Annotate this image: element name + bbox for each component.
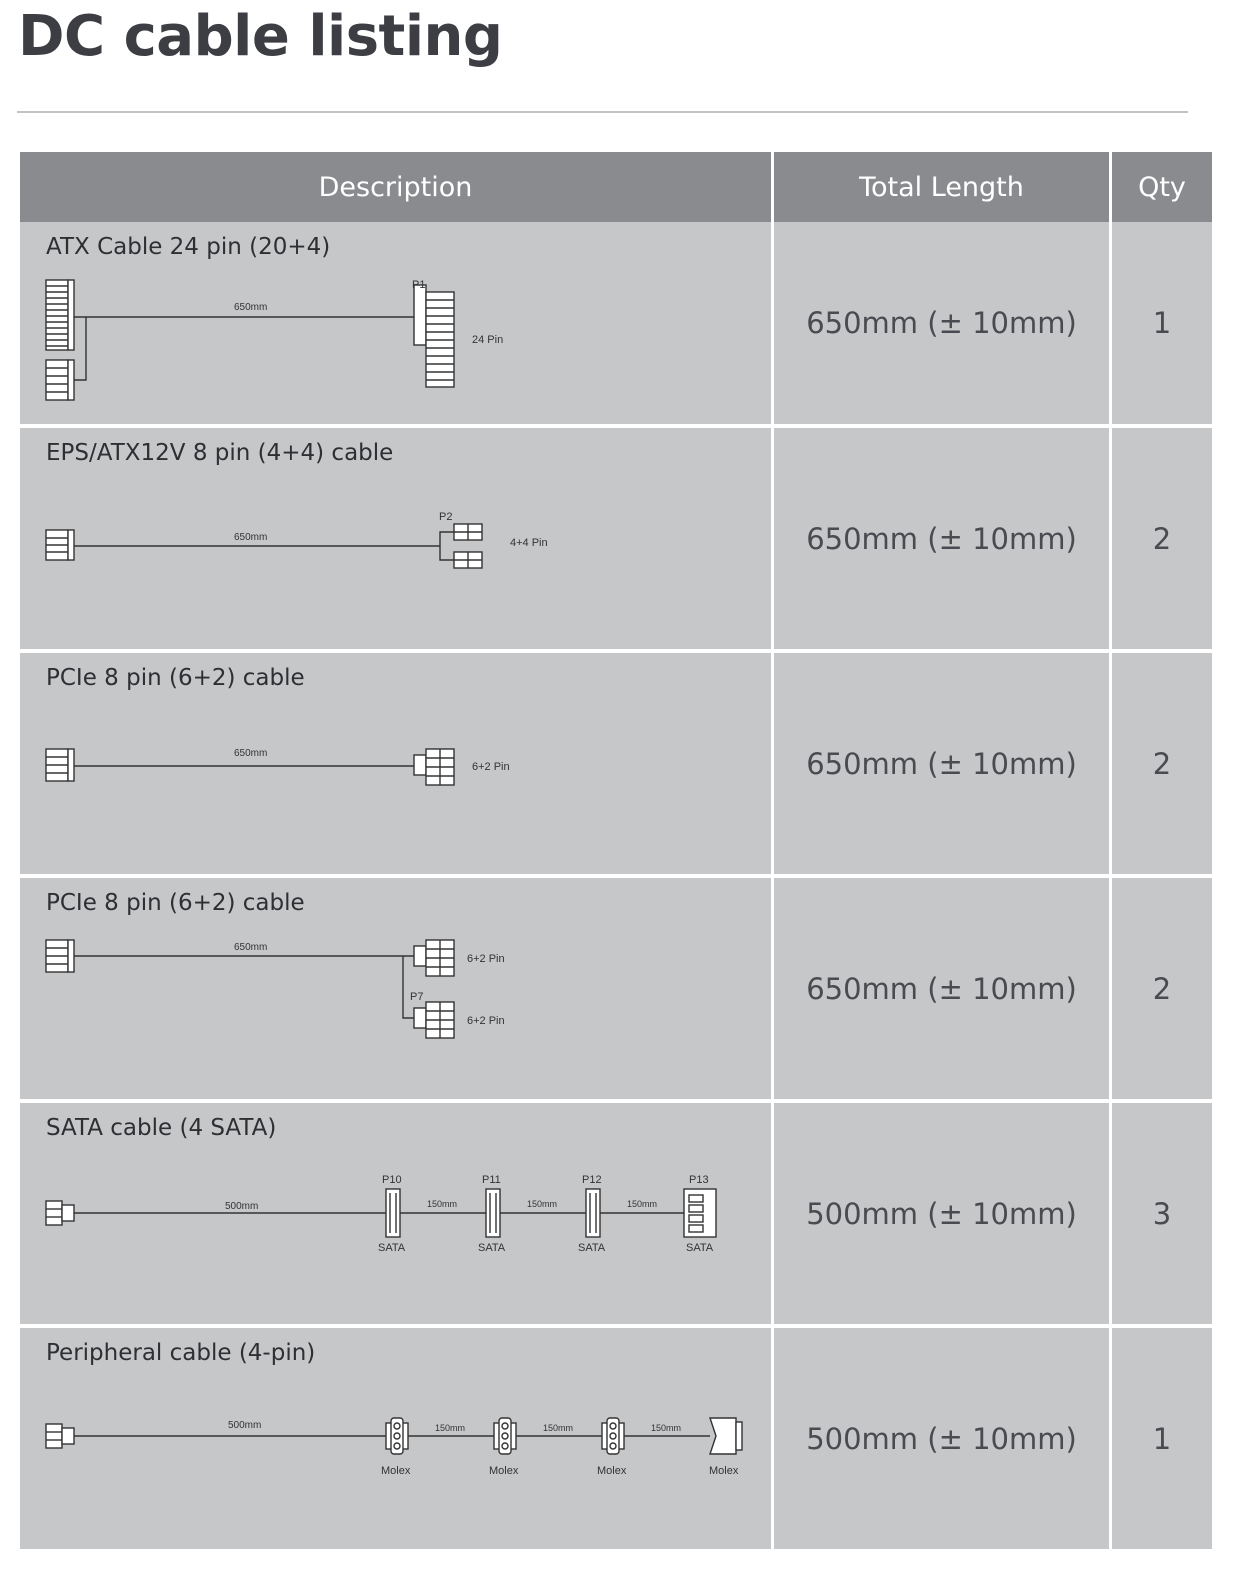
pin-label: 6+2 Pin: [472, 761, 510, 773]
connector-label: P11: [482, 1174, 501, 1186]
sata-label: SATA: [686, 1242, 714, 1254]
total-length-cell: 500mm (± 10mm): [774, 1328, 1109, 1549]
total-length-cell: 500mm (± 10mm): [774, 1103, 1109, 1324]
table-row: [20, 653, 1212, 874]
molex-cable-diagram: [20, 1328, 771, 1549]
cable-name: PCIe 8 pin (6+2) cable: [46, 890, 305, 916]
cable-name: SATA cable (4 SATA): [46, 1115, 277, 1141]
length-label: 650mm: [234, 748, 268, 759]
sata-cable-diagram: [20, 1103, 771, 1324]
qty-cell: 1: [1112, 222, 1212, 424]
pin-label: 24 Pin: [472, 334, 504, 346]
qty-cell: 3: [1112, 1103, 1212, 1324]
description-cell: [20, 1103, 771, 1324]
title-divider: [17, 111, 1188, 113]
length-label: 650mm: [234, 532, 268, 543]
connector-label: P13: [689, 1174, 709, 1186]
table-row: [20, 428, 1212, 649]
segment-label: 150mm: [651, 1423, 682, 1433]
cable-table: [20, 152, 1212, 1477]
pcie-dual-cable-diagram: [20, 878, 771, 1099]
header-description: Description: [20, 152, 771, 222]
sata-label: SATA: [378, 1242, 406, 1254]
connector-label: P7: [410, 991, 424, 1003]
table-row: [20, 878, 1212, 1099]
connector-label: P12: [582, 1174, 602, 1186]
molex-label: Molex: [489, 1465, 519, 1477]
sata-label: SATA: [478, 1242, 506, 1254]
segment-label: 150mm: [435, 1423, 466, 1433]
pin-label: 6+2 Pin: [467, 953, 505, 965]
length-label: 500mm: [225, 1201, 259, 1212]
qty-cell: 2: [1112, 428, 1212, 649]
table-row: [20, 222, 1212, 424]
pin-label: 6+2 Pin: [467, 1015, 505, 1027]
segment-label: 150mm: [627, 1199, 658, 1209]
connector-label: P1: [412, 279, 426, 291]
sata-label: SATA: [578, 1242, 606, 1254]
molex-label: Molex: [381, 1465, 411, 1477]
molex-label: Molex: [597, 1465, 627, 1477]
connector-label: P10: [382, 1174, 402, 1186]
molex-label: Molex: [709, 1465, 739, 1477]
total-length-cell: 650mm (± 10mm): [774, 222, 1109, 424]
segment-label: 150mm: [427, 1199, 458, 1209]
pin-label: 4+4 Pin: [510, 537, 548, 549]
eps-8pin-cable-diagram: [20, 428, 771, 649]
length-label: 500mm: [228, 1420, 262, 1431]
table-row: [20, 1328, 1212, 1549]
cable-name: Peripheral cable (4-pin): [46, 1340, 316, 1366]
header-total-length: Total Length: [774, 152, 1109, 222]
qty-cell: 2: [1112, 653, 1212, 874]
header-qty: Qty: [1112, 152, 1212, 222]
segment-label: 150mm: [527, 1199, 558, 1209]
pcie-8pin-cable-diagram: [20, 653, 771, 874]
total-length-cell: 650mm (± 10mm): [774, 878, 1109, 1099]
page-title: DC cable listing: [18, 4, 503, 69]
total-length-cell: 650mm (± 10mm): [774, 653, 1109, 874]
cable-name: EPS/ATX12V 8 pin (4+4) cable: [46, 440, 394, 466]
connector-label: P2: [439, 511, 453, 523]
segment-label: 150mm: [543, 1423, 574, 1433]
length-label: 650mm: [234, 942, 268, 953]
total-length-cell: 650mm (± 10mm): [774, 428, 1109, 649]
description-cell: [20, 878, 771, 1099]
qty-cell: 2: [1112, 878, 1212, 1099]
table-row: [20, 1103, 1212, 1324]
description-cell: [20, 222, 771, 424]
atx-24pin-cable-diagram: [20, 222, 771, 424]
cable-name: PCIe 8 pin (6+2) cable: [46, 665, 305, 691]
description-cell: [20, 1328, 771, 1549]
description-cell: [20, 428, 771, 649]
cable-name: ATX Cable 24 pin (20+4): [46, 234, 331, 260]
table-header: [20, 152, 1212, 222]
qty-cell: 1: [1112, 1328, 1212, 1549]
length-label: 650mm: [234, 302, 268, 313]
description-cell: [20, 653, 771, 874]
